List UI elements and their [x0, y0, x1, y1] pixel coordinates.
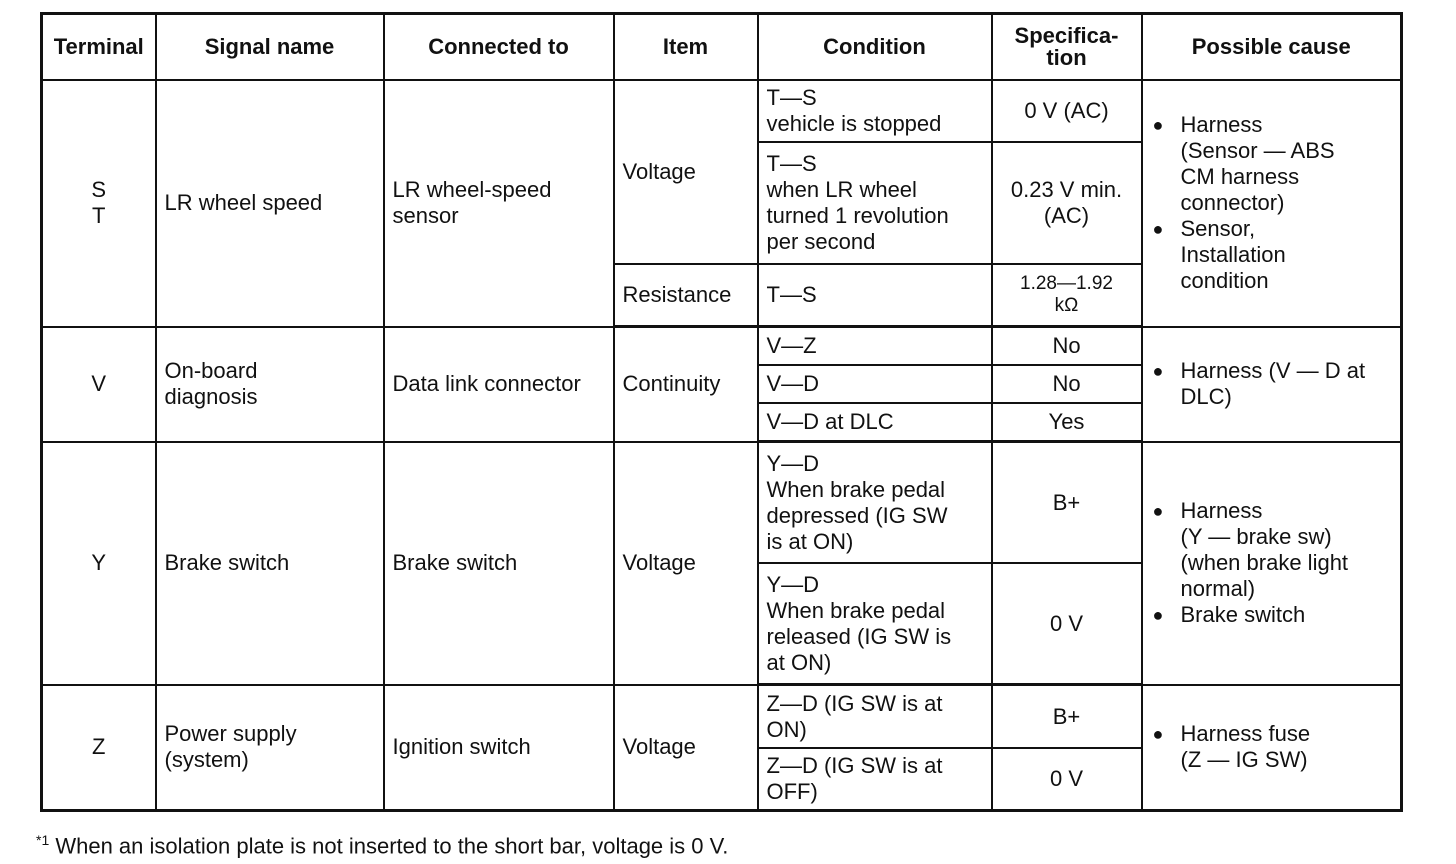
- cause-list: [1151, 112, 1393, 294]
- footnote: [36, 826, 728, 860]
- cause-item: ● Harness (Y — brake sw) (when brake light normal): [1151, 498, 1393, 602]
- spec-cell: B+: [992, 685, 1142, 748]
- connected-to-cell: Brake switch: [384, 442, 614, 685]
- spec-cell: 0.23 V min. (AC): [992, 142, 1142, 263]
- header-connected-to: Connected to: [384, 14, 614, 80]
- item-cell: Voltage: [614, 442, 758, 685]
- header-specification: Specifica- tion: [992, 14, 1142, 80]
- condition-cell: V—Z: [758, 327, 992, 365]
- table-row: [42, 80, 1402, 143]
- condition-cell: T—S vehicle is stopped: [758, 80, 992, 143]
- signal-name-cell: LR wheel speed: [156, 80, 384, 327]
- header-terminal: Terminal: [42, 14, 156, 80]
- signal-name-cell: Power supply (system): [156, 685, 384, 811]
- connected-to-cell: Ignition switch: [384, 685, 614, 811]
- cause-item: ● Harness (Sensor — ABS CM harness connector): [1151, 112, 1393, 216]
- spec-cell: 0 V: [992, 748, 1142, 811]
- condition-cell: Z—D (IG SW is at ON): [758, 685, 992, 748]
- condition-cell: Y—D When brake pedal depressed (IG SW is at ON): [758, 442, 992, 563]
- signal-name-cell: On-board diagnosis: [156, 327, 384, 442]
- footnote-text: When an isolation plate is not inserted to the short bar, voltage is 0 V.: [49, 833, 729, 859]
- connected-to-cell: LR wheel-speed sensor: [384, 80, 614, 327]
- cause-item: ● Harness fuse (Z — IG SW): [1151, 721, 1393, 773]
- condition-cell: Z—D (IG SW is at OFF): [758, 748, 992, 811]
- possible-cause-cell: [1142, 442, 1402, 685]
- header-signal-name: Signal name: [156, 14, 384, 80]
- condition-cell: Y—D When brake pedal released (IG SW is at ON): [758, 563, 992, 684]
- header-item: Item: [614, 14, 758, 80]
- condition-cell: V—D: [758, 365, 992, 403]
- header-condition: Condition: [758, 14, 992, 80]
- condition-cell: T—S when LR wheel turned 1 revolution per second: [758, 142, 992, 263]
- table-row: [42, 327, 1402, 365]
- terminal-cell: S T: [42, 80, 156, 327]
- item-cell: Voltage: [614, 685, 758, 811]
- terminal-cell: Z: [42, 685, 156, 811]
- spec-cell: 0 V: [992, 563, 1142, 684]
- item-cell: Voltage: [614, 80, 758, 264]
- cause-list: [1151, 358, 1393, 410]
- spec-cell: 1.28—1.92 kΩ: [992, 264, 1142, 327]
- connected-to-cell: Data link connector: [384, 327, 614, 442]
- cause-item: ● Sensor, Installation condition: [1151, 216, 1393, 294]
- condition-cell: V—D at DLC: [758, 403, 992, 441]
- spec-cell: B+: [992, 442, 1142, 563]
- possible-cause-cell: [1142, 685, 1402, 811]
- table-row: [42, 685, 1402, 748]
- cause-item: ● Harness (V — D at DLC): [1151, 358, 1393, 410]
- header-possible-cause: Possible cause: [1142, 14, 1402, 80]
- item-cell: Resistance: [614, 264, 758, 327]
- terminal-spec-table: [40, 12, 1403, 812]
- possible-cause-cell: [1142, 80, 1402, 327]
- spec-cell: No: [992, 365, 1142, 403]
- footnote-marker: *1: [36, 832, 50, 848]
- spec-cell: 0 V (AC): [992, 80, 1142, 143]
- cause-list: [1151, 498, 1393, 628]
- condition-cell: T—S: [758, 264, 992, 327]
- terminal-cell: V: [42, 327, 156, 442]
- spec-cell: No: [992, 327, 1142, 365]
- item-cell: Continuity: [614, 327, 758, 442]
- signal-name-cell: Brake switch: [156, 442, 384, 685]
- cause-item: ● Brake switch: [1151, 602, 1393, 628]
- terminal-cell: Y: [42, 442, 156, 685]
- cause-list: [1151, 721, 1393, 773]
- table-row: [42, 442, 1402, 563]
- spec-cell: Yes: [992, 403, 1142, 441]
- possible-cause-cell: [1142, 327, 1402, 442]
- header-row: [42, 14, 1402, 80]
